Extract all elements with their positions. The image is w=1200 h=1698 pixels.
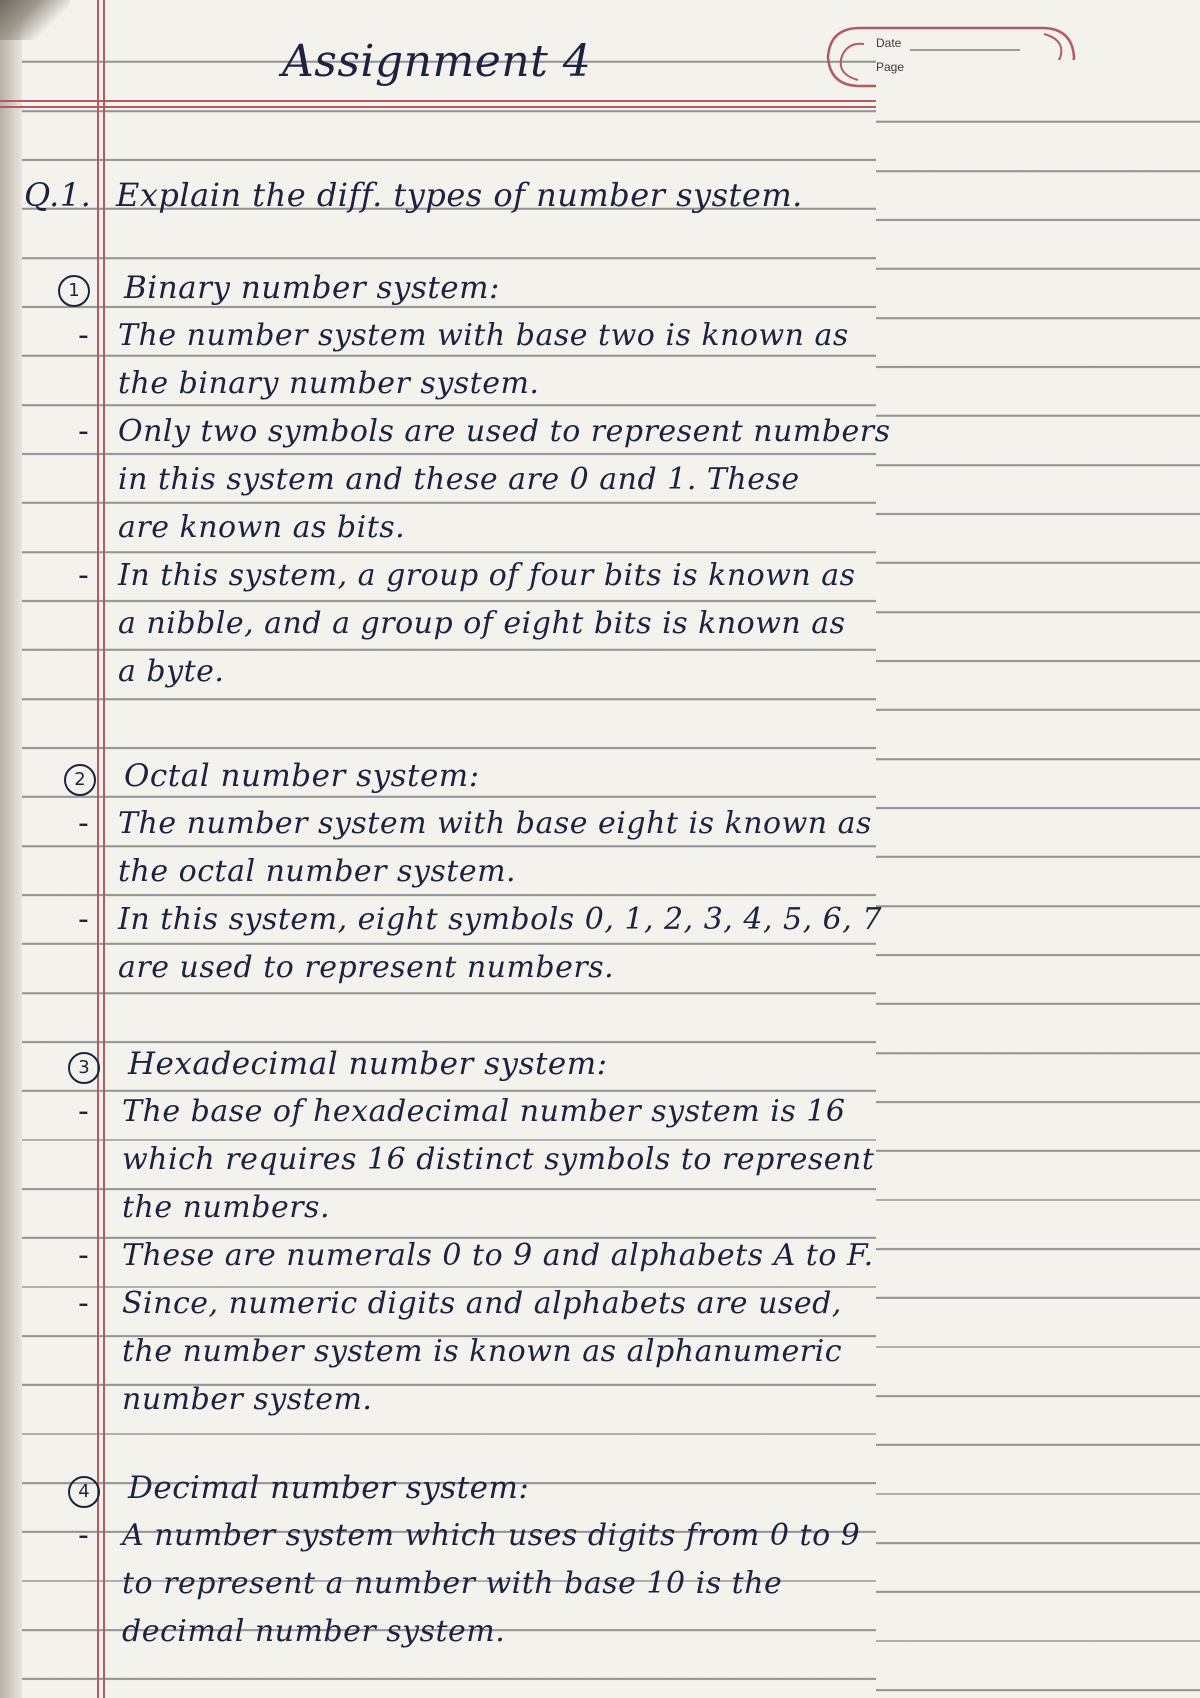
text-line: which requires 16 distinct symbols to represent — [122, 1142, 875, 1177]
text-line: The number system with base eight is known as — [118, 806, 872, 841]
text-line: Since, numeric digits and alphabets are used, — [122, 1286, 842, 1321]
date-label: Date — [876, 36, 902, 50]
page-edge — [0, 0, 22, 1698]
text-line: are used to represent numbers. — [118, 950, 615, 985]
text-line: In this system, a group of four bits is known as — [118, 558, 856, 593]
text-line: the binary number system. — [118, 366, 540, 401]
text-line: decimal number system. — [122, 1614, 506, 1649]
bullet-dash: - — [78, 1238, 89, 1273]
text-line: The base of hexadecimal number system is 16 — [122, 1094, 846, 1129]
section-heading: Hexadecimal number system: — [128, 1046, 608, 1082]
page-title: Assignment 4 — [282, 36, 592, 87]
section-number-badge: 2 — [64, 764, 96, 796]
question-line — [24, 176, 803, 214]
text-line: a nibble, and a group of eight bits is known as — [118, 606, 846, 641]
date-page-stamp — [820, 20, 1082, 94]
text-line: to represent a number with base 10 is the — [122, 1566, 783, 1601]
bullet-dash: - — [78, 1286, 89, 1321]
text-line: are known as bits. — [118, 510, 406, 545]
page-corner-shadow — [0, 0, 70, 40]
section-heading: Octal number system: — [124, 758, 480, 794]
page-label: Page — [876, 60, 1200, 1698]
section-heading: Decimal number system: — [128, 1470, 530, 1506]
bullet-dash: - — [78, 1518, 89, 1553]
question-label: Q.1. — [24, 176, 92, 214]
section-number-badge: 4 — [68, 1476, 100, 1508]
bullet-dash: - — [78, 1094, 89, 1129]
text-line: A number system which uses digits from 0 to 9 — [122, 1518, 861, 1553]
text-line: In this system, eight symbols 0, 1, 2, 3, 4, 5, 6, 7 — [118, 902, 882, 937]
text-line: the numbers. — [122, 1190, 330, 1225]
text-line: The number system with base two is known as — [118, 318, 849, 353]
section-number-badge: 1 — [58, 275, 90, 307]
question-text: Explain the diff. types of number system. — [116, 176, 803, 214]
bullet-dash: - — [78, 318, 89, 353]
section-number-badge: 3 — [68, 1052, 100, 1084]
text-line: Only two symbols are used to represent numbers — [118, 414, 891, 449]
text-line: a byte. — [118, 654, 225, 689]
text-line: number system. — [122, 1382, 373, 1417]
bullet-dash: - — [78, 806, 89, 841]
section-heading: Binary number system: — [124, 270, 500, 306]
text-line: the octal number system. — [118, 854, 517, 889]
text-line: These are numerals 0 to 9 and alphabets A to F. — [122, 1238, 874, 1273]
margin-line — [97, 0, 99, 1698]
bullet-dash: - — [78, 558, 89, 593]
text-line: in this system and these are 0 and 1. These — [118, 462, 800, 497]
text-line: the number system is known as alphanumeric — [122, 1334, 843, 1369]
bullet-dash: - — [78, 902, 89, 937]
margin-line — [103, 0, 105, 1698]
bullet-dash: - — [78, 414, 89, 449]
